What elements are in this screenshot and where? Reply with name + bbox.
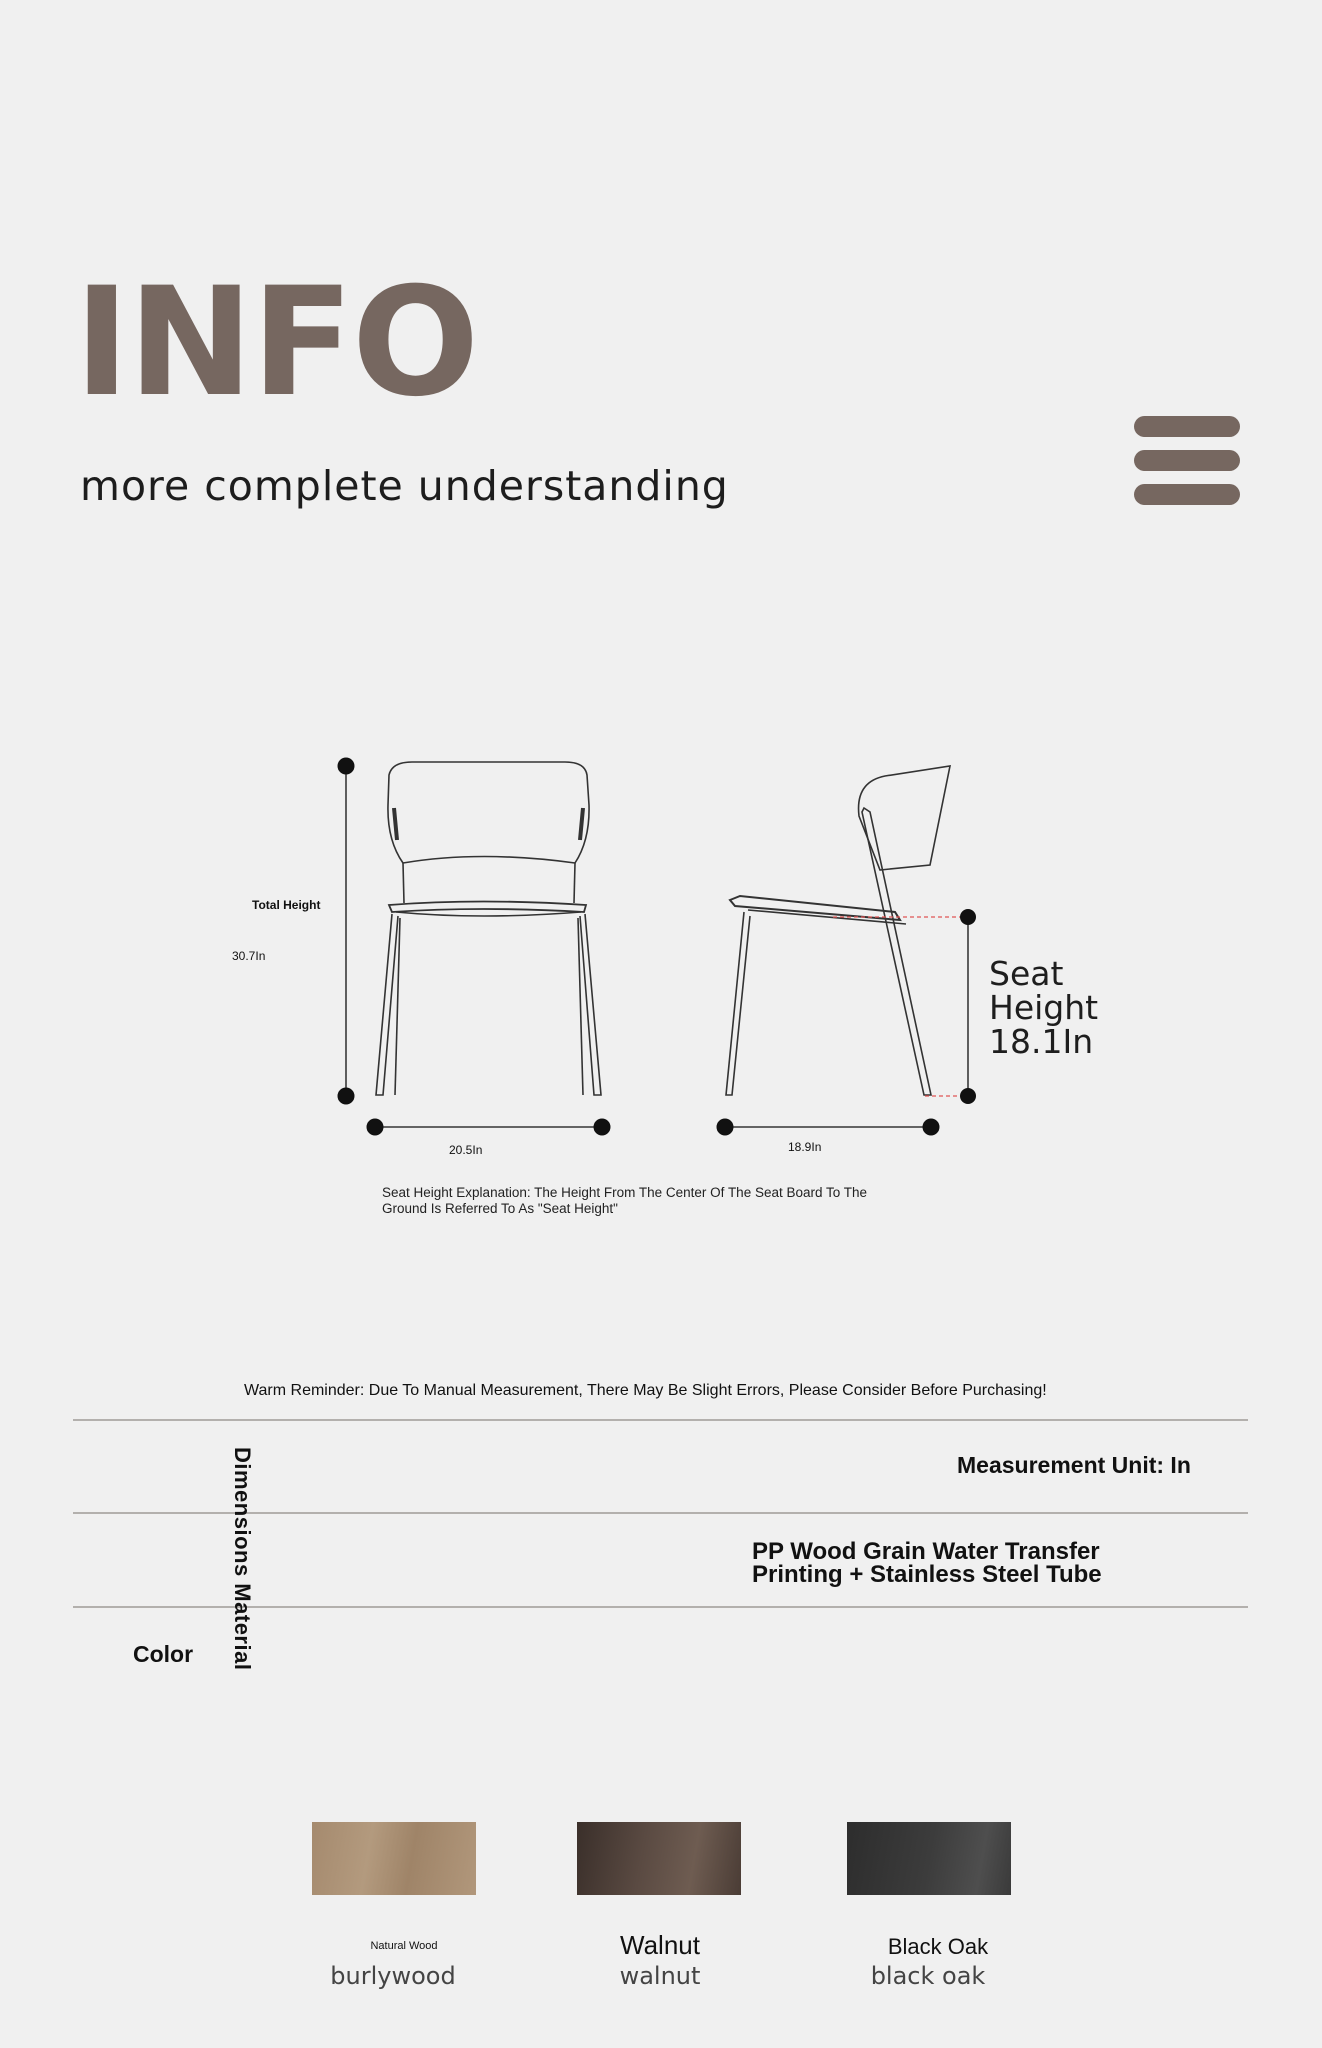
total-height-dimension: [338, 758, 354, 1104]
swatch-sub-black-oak: black oak: [870, 1962, 986, 1990]
dimensions-material-label: Dimensions Material: [230, 1447, 255, 1671]
page-subtitle: more complete understanding: [80, 462, 729, 510]
measurement-reminder: Warm Reminder: Due To Manual Measurement, There May Be Slight Errors, Please Consider Before Purchasing!: [244, 1382, 1047, 1399]
swatch-name-walnut: Walnut: [620, 1930, 700, 1960]
material-line-1: PP Wood Grain Water Transfer: [752, 1538, 1100, 1565]
swatch-walnut[interactable]: [577, 1822, 741, 1895]
depth-dimension: [717, 1119, 939, 1135]
color-label: Color: [133, 1641, 194, 1667]
seat-height-value: 18.1In: [989, 1022, 1094, 1061]
swatch-sub-natural-wood: burlywood: [330, 1962, 456, 1990]
swatch-black-oak[interactable]: [847, 1822, 1011, 1895]
explanation-line-1: Seat Height Explanation: The Height From The Center Of The Seat Board To The: [382, 1185, 868, 1200]
explanation-line-2: Ground Is Referred To As "Seat Height": [382, 1201, 618, 1216]
measurement-unit: Measurement Unit: In: [957, 1452, 1191, 1478]
seat-height-explanation: [382, 1185, 942, 1217]
seat-height-label-line2: Height: [989, 988, 1099, 1027]
swatch-name-natural-wood: Natural Wood: [370, 1940, 438, 1952]
total-height-label: Total Height: [252, 898, 321, 912]
width-dimension: [367, 1119, 610, 1135]
depth-value: 18.9In: [788, 1140, 822, 1154]
chair-front-view: [376, 762, 601, 1095]
chair-side-view: [726, 766, 950, 1095]
seat-height-label-line1: Seat: [989, 954, 1064, 993]
material-line-2: Printing + Stainless Steel Tube: [752, 1561, 1102, 1588]
width-value: 20.5In: [449, 1143, 483, 1157]
swatch-name-black-oak: Black Oak: [887, 1934, 989, 1959]
total-height-value: 30.7In: [232, 949, 266, 963]
material-value: [752, 1540, 1102, 1586]
swatch-natural-wood[interactable]: [312, 1822, 476, 1895]
divider: [73, 1419, 1248, 1421]
page-title: INFO: [74, 256, 478, 430]
seat-height-callout: [989, 954, 1099, 1061]
swatch-sub-walnut: walnut: [619, 1962, 701, 1990]
